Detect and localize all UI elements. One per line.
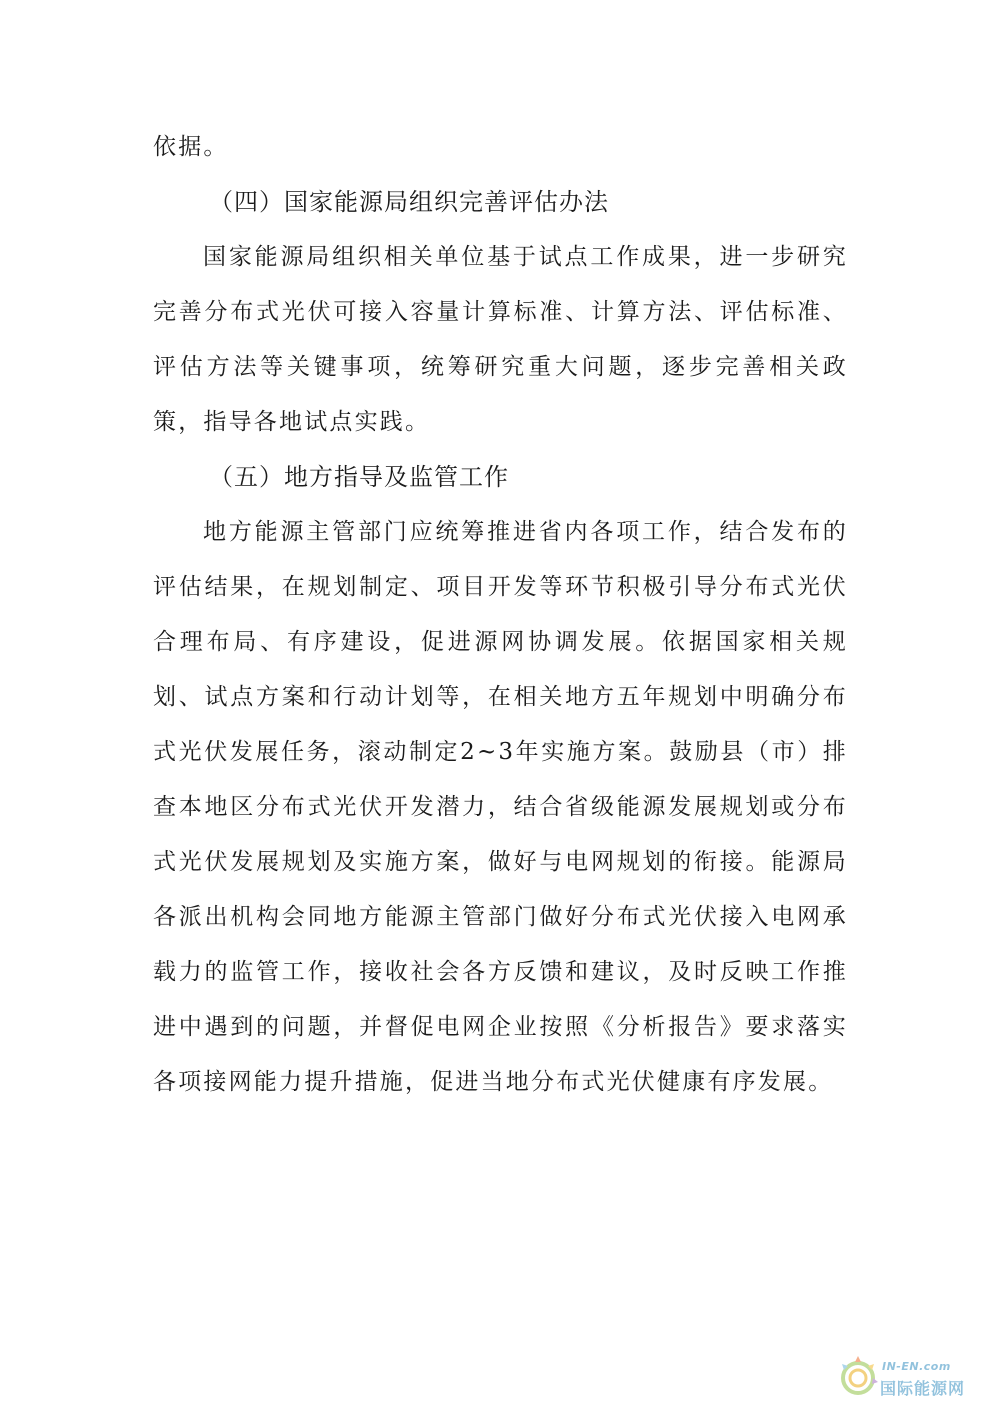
watermark-cn-text: 国际能源网: [880, 1379, 966, 1398]
watermark-en-text: IN-EN.com: [882, 1360, 951, 1373]
paragraph-section-4: 国家能源局组织相关单位基于试点工作成果，进一步研究完善分布式光伏可接入容量计算标准、计算方法、评估标准、评估方法等关键事项，统筹研究重大问题，逐步完善相关政策，指导各地试点实践。: [153, 244, 848, 435]
sun-logo-icon: [836, 1352, 882, 1402]
paragraph-section-5: 地方能源主管部门应统筹推进省内各项工作，结合发布的评估结果，在规划制定、项目开发等环节积极引导分布式光伏合理布局、有序建设，促进源网协调发展。依据国家相关规划、试点方案和行动计划等，在相关地方五年规划中明确分布式光伏发展任务，滚动制定2~3年实施方案。鼓励县（市）排查本地区分布式光伏开发潜力，结合省级能源发展规划或分布式光伏发展规划及实施方案，做好与电网规划的衔接。能源局各派出机构会同地方能源主管部门做好分布式光伏接入电网承载力的监管工作，接收社会各方反馈和建议，及时反映工作推进中遇到的问题，并督促电网企业按照《分析报告》要求落实各项接网能力提升措施，促进当地分布式光伏健康有序发展。: [153, 519, 848, 1095]
section-heading-5: （五）地方指导及监管工作: [209, 463, 509, 491]
document-body: [153, 120, 848, 1110]
watermark-logo: [832, 1350, 982, 1406]
section-heading-4: （四）国家能源局组织完善评估办法: [209, 188, 609, 216]
paragraph-continuation: 依据。: [153, 134, 229, 160]
